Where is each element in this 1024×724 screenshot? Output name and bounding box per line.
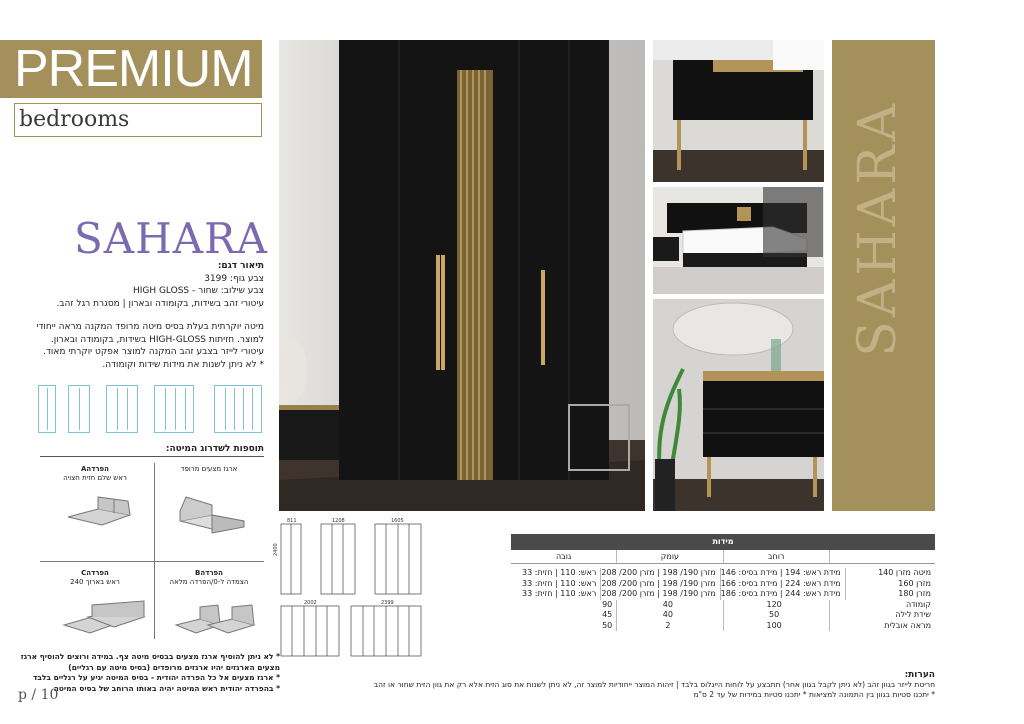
nightstand-photo [653,40,824,182]
addons-title: תוספות לשדרוג המיטה: [165,444,264,454]
bed-illustration [653,187,824,294]
addon-separation-c [40,569,150,663]
notes-right [290,670,935,700]
addon-separation-a [40,465,150,559]
table-cell: ראש: 110 | חזית: 33 [522,568,597,577]
description-line: עיטורי זהב בשידות, בקומודה ובארון | מסגרת רגל זהב. [56,298,264,309]
sahara-side-banner [832,40,935,511]
table-row [511,610,935,621]
bed-c-icon [58,595,148,639]
table-cell: מזרן 160 [845,579,935,590]
table-cell: 40 [616,610,722,621]
width-2002-label: 2002 [304,600,317,606]
table-cell: קומודה [829,600,935,611]
wardrobe-3door-icon [106,385,138,433]
brand-premium-banner: PREMIUM [0,40,262,98]
table-cell: מידת ראש: 224 | מידת בסיס: 166 [720,579,845,590]
description-line: צבע גוף: 3199 [204,273,264,284]
table-row [511,621,935,632]
dresser-illustration [653,299,824,511]
addon-title: הפרדהA [81,465,109,473]
column-header: גובה [555,552,572,561]
note-line: * בהפרדה יהודית ראש המיטה יהיה באותו הרוחב של בסיס המיטה [53,683,280,693]
width-2399-label: 2399 [381,600,394,606]
description-heading: תיאור דגם: [217,261,264,271]
product-paragraph [12,321,264,371]
column-header: עומק [616,550,722,563]
table-cell: 120 [723,600,829,611]
bed-b-icon [172,595,262,639]
table-cell: מידת ראש: 244 | מידת בסיס: 186 [720,589,845,600]
addons-grid [40,456,264,644]
addon-separation-b [154,569,264,663]
note-line: * לא ניתן להוסיף ארגז מצעים בבסיס מיטה צף. במידה ורוצים להוסיף ארגז מצעים הארגזים יהיו ארגזים מרופדים (בסיס מיטה עם רגליים) [20,652,280,672]
table-cell: מיטה מזרן 140 [845,568,935,579]
wardrobe-4door-icon [154,385,194,433]
nightstand-illustration [653,40,824,182]
table-cell: 100 [723,621,829,632]
dimensions-title: מידות [511,534,935,550]
bed-a-icon [58,491,138,531]
note-line: חריטת לייזר בגוון זהב (לא ניתן לקבל בגוון אחר) תתבצע על לוחות הייגלוס בלבד | זיהות המוצר ייחודיות למוצר זה, לא ניתן לשנות את סוג הזית אלא רק את גוון הזית שחור או זהב [373,680,935,689]
paragraph-line: מיטה יוקרתית בעלת בסיס מיטה מרופד המקנה מראה ייחודי [36,322,264,332]
table-cell: ראש: 110 | חזית: 33 [522,578,597,588]
wardrobe-schematic [273,516,439,656]
product-title: SAHARA [74,214,269,263]
column-header: רוחב [723,550,829,563]
column-header [829,550,935,563]
wardrobe-illustration [279,40,645,511]
product-description [12,260,264,310]
table-cell: מזרן 190/ 198 | מזרן 200/ 208 [600,568,719,579]
table-cell: 50 [602,620,613,630]
brand-bedrooms-label: bedrooms [14,103,262,137]
table-cell: 2 [616,621,722,632]
table-row [511,579,935,590]
wardrobe-icons-row [38,385,264,435]
table-cell: מזרן 190/ 198 | מזרן 200/ 208 [600,589,719,600]
addon-subtitle: הצמדה ל-0/הפרדה מלאה [169,578,249,586]
addon-storage-box [154,465,264,559]
table-row [511,568,935,579]
addon-subtitle: ראש שלם חזית חצויה [63,474,127,482]
width-811-label: 811 [287,518,297,524]
table-row [511,589,935,600]
wardrobe-photo [279,40,645,511]
table-cell: שידת לילה [829,610,935,621]
table-cell: 45 [602,610,613,619]
table-row [511,600,935,611]
width-1605-label: 1605 [391,518,404,524]
paragraph-line: עיטורי לייזר בצבע זהב המקנה למוצר אפקט יוקרתי מאוד. [43,347,264,357]
table-cell: 50 [723,610,829,621]
storage-bed-icon [172,491,252,535]
dresser-photo [653,299,824,511]
wardrobe-2door-icon [68,385,90,433]
paragraph-line: למוצר. חזיתות HIGH-GLOSS בשידות, בקומודה ובארון. [50,334,264,345]
addon-title: הפרדהB [195,569,223,577]
addon-title: הפרדהC [81,569,109,577]
paragraph-line: * לא ניתן לשנות את מידות שידות וקומודה. [102,359,264,370]
wardrobe-5door-icon [214,385,262,433]
bed-photo [653,187,824,294]
table-cell: 90 [602,599,613,609]
table-cell: מידת ראש: 194 | מידת בסיס: 146 [720,568,845,579]
page-number: p / 10 [18,687,59,703]
table-cell: ראש: 110 | חזית: 33 [522,589,597,598]
dimensions-table [511,534,935,631]
sahara-side-text: SAHARA [848,100,908,357]
note-line: * יתכנו סטיות בגוון בין התמונה למציאות * יתכנו סטיות במידות של עד 2 ס"מ [693,690,935,699]
table-cell: מזרן 180 [845,589,935,600]
table-cell: 40 [616,600,722,611]
addon-subtitle: ארגז מצעים מרופד [180,465,238,473]
description-line: צבע שילוב: שחור - HIGH GLOSS [132,286,264,296]
table-cell: מראה אובלית [829,621,935,632]
notes-heading: הערות: [904,670,935,680]
table-cell: מזרן 190/ 198 | מזרן 200/ 208 [600,579,719,590]
width-1208-label: 1208 [332,518,345,524]
height-label: 2400 [273,543,279,556]
note-line: * ארגז מצעים אל כל הפרדה יהודית - בסיס המיטה יגיע על רגליים בלבד [32,673,280,682]
dimensions-header [511,550,935,564]
addon-subtitle: ראש בארוך 240 [70,578,120,586]
wardrobe-2door-icon [38,385,56,433]
